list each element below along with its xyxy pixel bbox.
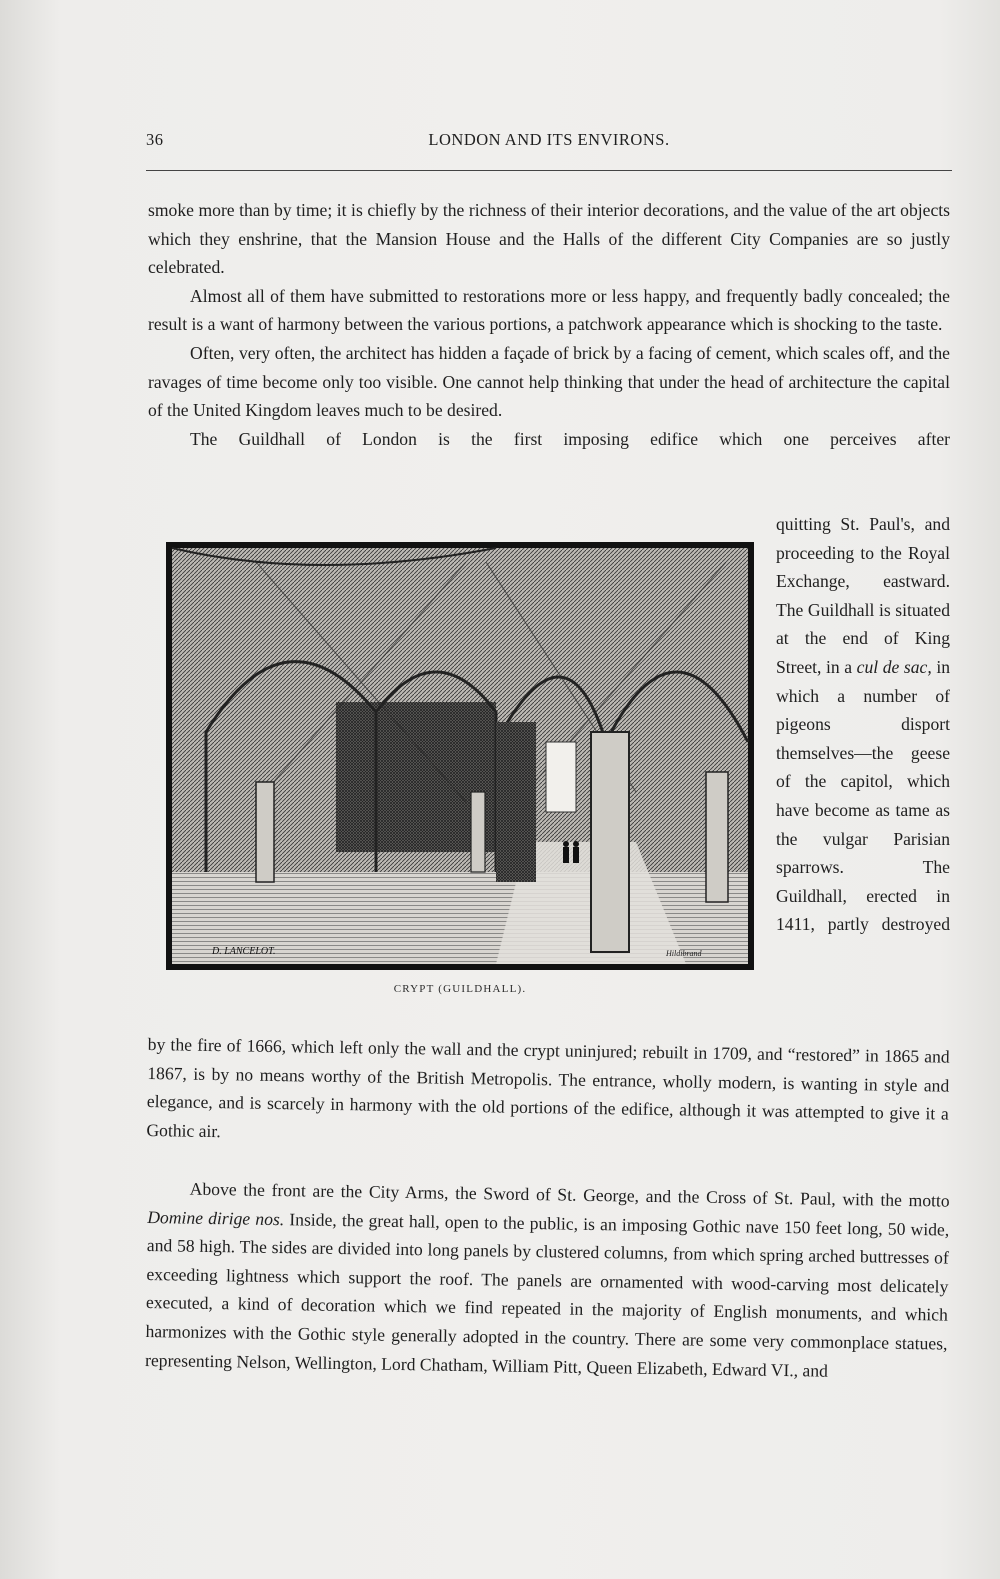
engraver-signature: Hildibrand [666,949,702,958]
running-title: LONDON AND ITS ENVIRONS. [428,130,670,149]
paragraph-1: smoke more than by time; it is chiefly by the richness of their interior decorations, and the value of the art objects which they enshrine, that the Mansion House and the Halls of the different City Companies are so justly celebrated. [148,200,950,278]
body-text-top [148,196,950,453]
wrapped-paragraph [776,510,950,939]
body-text-continuation [146,1030,950,1157]
engraving-illustration [166,542,754,970]
body-text-bottom [145,1174,950,1387]
motto: Domine dirige nos. [147,1206,285,1229]
page-number: 36 [146,130,164,149]
paragraph-5-a: Above the front are the City Arms, the Sword of St. George, and the Cross of St. Paul, with the motto [189,1178,950,1211]
paragraph-5-b: Inside, the great hall, open to the public, is an imposing Gothic nave 150 feet long, 50 wide, and 58 high. The sides are divided into long panels by clustered columns, from which spring arched buttresses of exceeding lightness which support the roof. The panels are ornamented with wood-carving most delicately executed, a kind of decoration which we find repeated in the majority of English monuments, and which harmonizes with the Gothic style generally adopted in the country. There are some very commonplace statues, representing Nelson, Wellington, Lord Chatham, William Pitt, Queen Elizabeth, Edward VI., and [144,1208,950,1381]
page-header [146,130,952,154]
engraving-signature: D. LANCELOT. [212,946,276,957]
wrapped-text-a: quitting St. Paul's, and proceeding to the Royal Exchange, eastward. The Guildhall is situated at the end of King Street, in a [776,514,950,677]
paragraph-3: Often, very often, the architect has hidden a façade of brick by a facing of cement, which scales off, and the ravages of time become only too visible. One cannot help thinking that under the head of architecture the capital of the United Kingdom leaves much to be desired. [148,342,950,421]
wrapped-text-column [776,510,950,939]
wrapped-text-b: in which a number of pigeons disport themselves—the geese of the capitol, which have become as tame as the vulgar Parisian sparrows. The Guildhall, erected in 1411, partly destroyed [776,656,951,935]
paragraph-4-rest: by the fire of 1666, which left only the wall and the crypt uninjured; rebuilt in 1709, and “restored” in 1865 and 1867, is by no means worthy of the British Metropolis. The entrance, wholly modern, is wanting in style and elegance, and is scarcely in harmony with the old portions of the edifice, although it was attempted to give it a Gothic air. [146,1033,950,1141]
paragraph-4-lead: The Guildhall of London is the first imposing edifice which one perceives after [190,428,950,449]
paragraph-5 [145,1174,950,1387]
header-rule [146,170,952,171]
wrapped-italic: cul de sac, [856,656,932,677]
figure-caption: CRYPT (GUILDHALL). [393,983,527,995]
crypt-engraving [166,542,754,970]
paragraph-2: Almost all of them have submitted to restorations more or less happy, and frequently badly concealed; the result is a want of harmony between the various portions, a patchwork appearance which is shocking to the taste. [148,285,950,335]
